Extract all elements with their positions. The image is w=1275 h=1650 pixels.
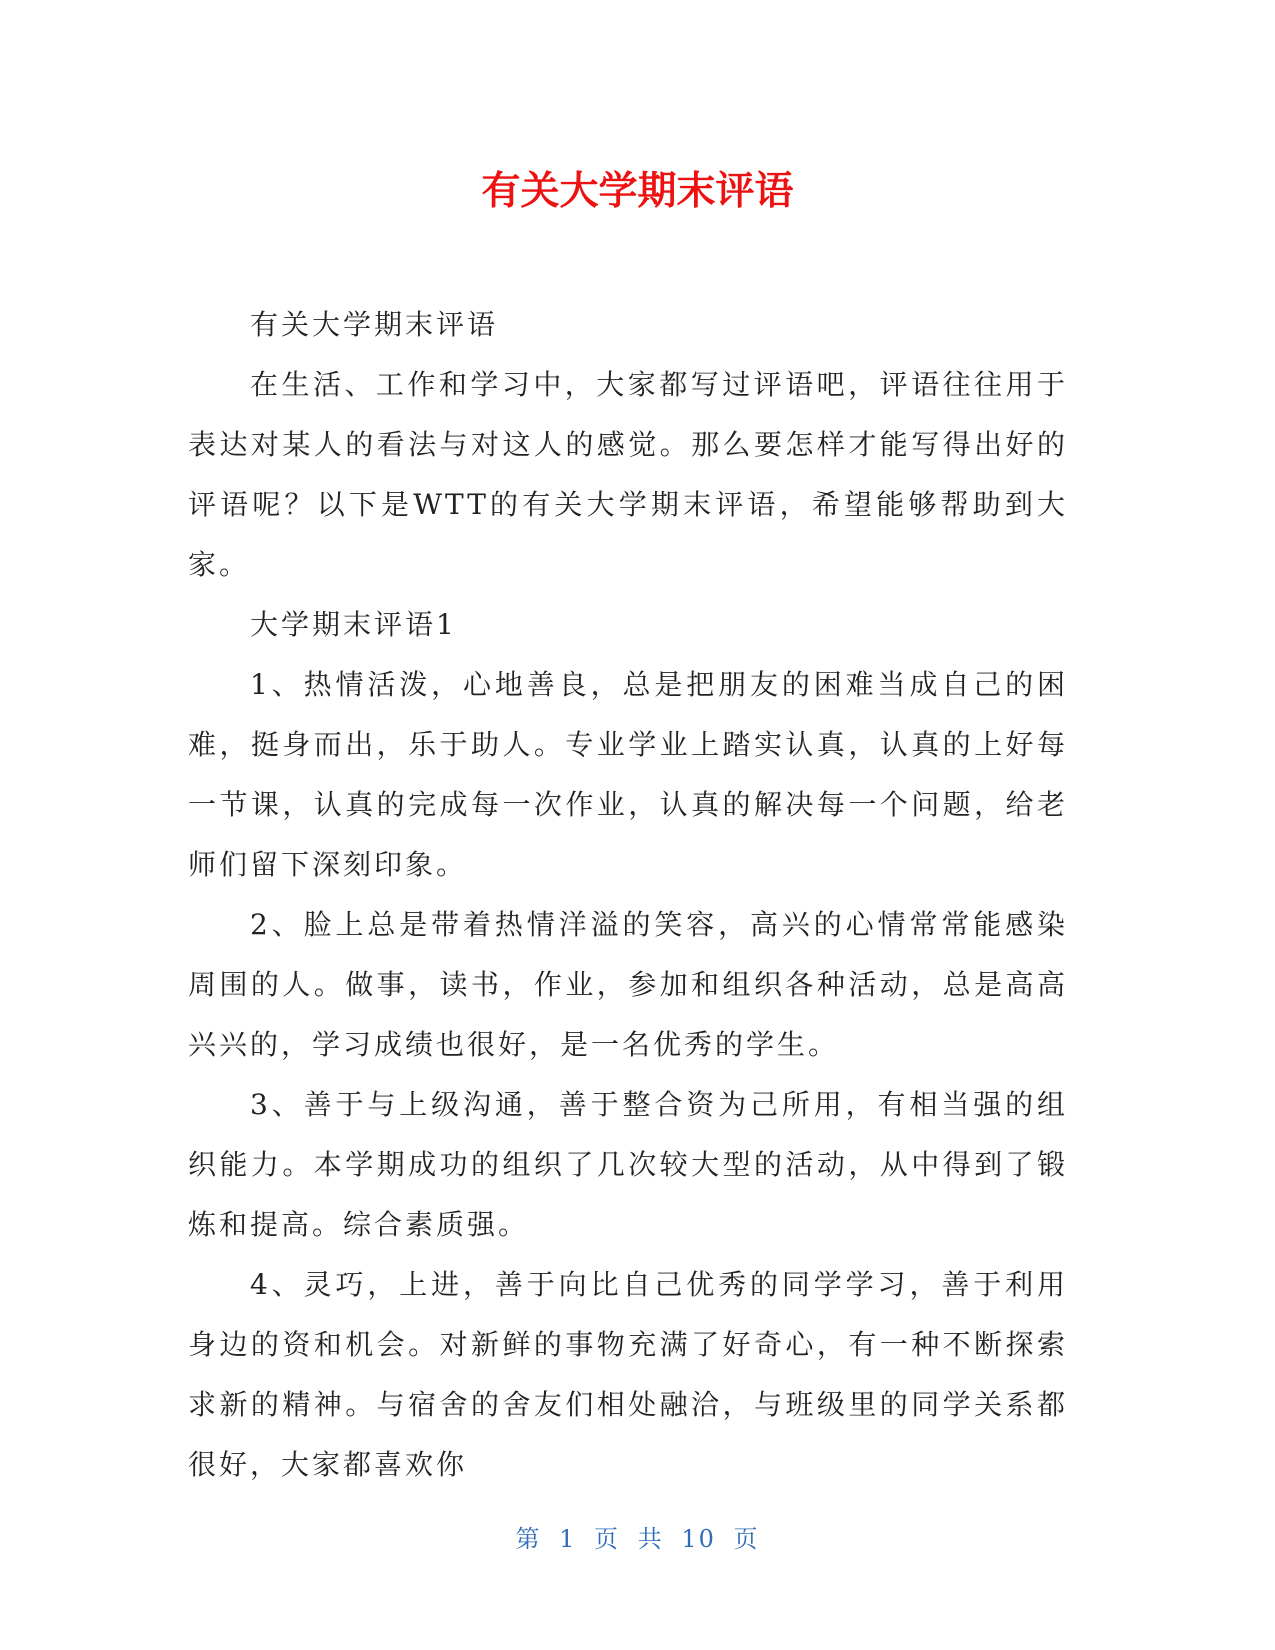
footer-total-pages: 10 xyxy=(681,1525,716,1553)
page-title: 有关大学期末评语 xyxy=(481,169,794,214)
section-heading: 大学期末评语1 xyxy=(250,608,457,641)
paragraph-comment-3: 3、善于与上级沟通，善于整合资为己所用，有相当强的组织能力。本学期成功的组织了几次较大型的活动，从中得到了锻炼和提高。综合素质强。 xyxy=(188,1088,1068,1241)
footer-current-page: 1 xyxy=(559,1525,577,1553)
footer-page-label: 第 xyxy=(515,1525,542,1553)
paragraph-heading: 有关大学期末评语 xyxy=(250,308,499,341)
footer-total-label: 共 xyxy=(637,1525,664,1553)
page-footer xyxy=(0,1524,1275,1554)
paragraph-intro: 在生活、工作和学习中，大家都写过评语吧，评语往往用于表达对某人的看法与对这人的感觉。那么要怎样才能写得出好的评语呢？以下是WTT的有关大学期末评语，希望能够帮助到大家。 xyxy=(188,368,1068,581)
footer-total-unit: 页 xyxy=(733,1525,760,1553)
paragraph-comment-1: 1、热情活泼，心地善良，总是把朋友的困难当成自己的困难，挺身而出，乐于助人。专业学业上踏实认真，认真的上好每一节课，认真的完成每一次作业，认真的解决每一个问题，给老师们留下深刻印象。 xyxy=(188,668,1068,881)
footer-page-unit: 页 xyxy=(594,1525,621,1553)
document-body xyxy=(188,295,1068,1495)
paragraph-comment-2: 2、脸上总是带着热情洋溢的笑容，高兴的心情常常能感染周围的人。做事，读书，作业，参加和组织各种活动，总是高高兴兴的，学习成绩也很好，是一名优秀的学生。 xyxy=(188,908,1068,1061)
paragraph-comment-4: 4、灵巧，上进，善于向比自己优秀的同学学习，善于利用身边的资和机会。对新鲜的事物充满了好奇心，有一种不断探索求新的精神。与宿舍的舍友们相处融洽，与班级里的同学关系都很好，大家都喜欢你 xyxy=(188,1268,1068,1481)
